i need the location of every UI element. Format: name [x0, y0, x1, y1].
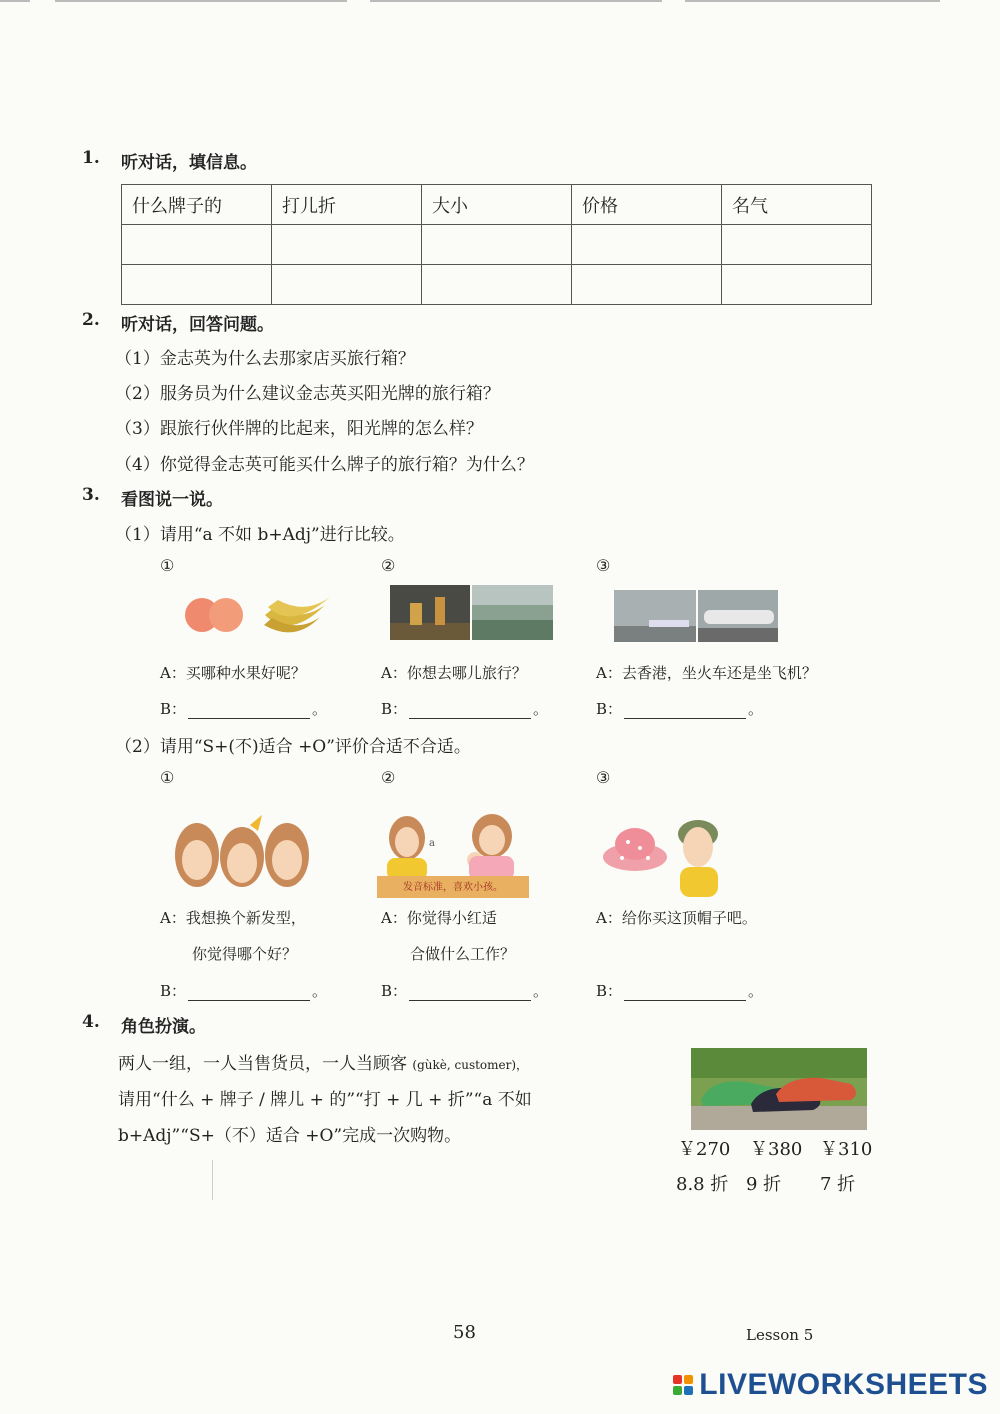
q2-item: （2）服务员为什么建议金志英买阳光牌的旅行箱？ — [115, 384, 500, 404]
discount: 9 折 — [746, 1174, 782, 1195]
period: 。 — [312, 982, 328, 1000]
q1-title: 听对话，填信息。 — [121, 153, 257, 173]
q2-item: （1）金志英为什么去那家店买旅行箱？ — [115, 349, 415, 369]
travel-image — [390, 585, 553, 640]
sign-text: 发音标准，喜欢小孩。 — [403, 882, 503, 893]
dialog-b: B： — [596, 982, 623, 1000]
q4-title: 角色扮演。 — [121, 1017, 206, 1037]
shoes-image — [691, 1048, 867, 1130]
q3-part1-instruction: （1）请用“a 不如 b+Adj”进行比较。 — [115, 525, 405, 545]
q2-item: （3）跟旅行伙伴牌的比起来，阳光牌的怎么样？ — [115, 419, 483, 439]
item-number: ③ — [596, 556, 611, 575]
discount: 7 折 — [820, 1174, 856, 1195]
fruit-image — [180, 585, 340, 640]
answer-blank[interactable] — [624, 984, 746, 1001]
q2-title: 听对话，回答问题。 — [121, 315, 274, 335]
q3-part2-instruction: （2）请用“S+(不)适合 +O”评价合适不合适。 — [115, 737, 471, 757]
item-number: ① — [160, 768, 175, 787]
lesson-label: Lesson 5 — [746, 1326, 814, 1344]
brand-text: LIVEWORKSHEETS — [699, 1368, 988, 1401]
dialog-a: A：买哪种水果好呢？ — [160, 664, 306, 682]
period: 。 — [533, 700, 549, 718]
table-cell[interactable] — [272, 265, 422, 305]
dialog-b: B： — [160, 700, 187, 718]
table-cell[interactable] — [122, 225, 272, 265]
page-number: 58 — [453, 1322, 476, 1343]
period: 。 — [748, 982, 764, 1000]
item-number: ① — [160, 556, 175, 575]
answer-blank[interactable] — [624, 702, 746, 719]
hairstyles-illustration — [172, 815, 312, 895]
q1-table — [121, 184, 872, 305]
header-size: 大小 — [422, 185, 572, 225]
answer-blank[interactable] — [188, 984, 310, 1001]
q1-number: 1. — [82, 148, 100, 168]
header-fame: 名气 — [722, 185, 872, 225]
dialog-a: A：你想去哪儿旅行？ — [381, 664, 527, 682]
q4-gloss: (gùkè, customer)， — [412, 1058, 529, 1072]
table-cell[interactable] — [722, 225, 872, 265]
q4-line: b+Adj”“S+（不）适合 +O”完成一次购物。 — [118, 1126, 462, 1146]
header-price: 价格 — [572, 185, 722, 225]
q4-number: 4. — [82, 1012, 100, 1032]
dialog-a: A：你觉得小红适 — [381, 909, 497, 927]
item-number: ② — [381, 768, 396, 787]
hat-illustration — [600, 812, 725, 897]
dialog-b: B： — [381, 700, 408, 718]
dialog-b: B： — [381, 982, 408, 1000]
brand-icon — [673, 1375, 693, 1395]
item-number: ③ — [596, 768, 611, 787]
price: ￥310 — [820, 1139, 873, 1160]
liveworksheets-logo — [673, 1368, 988, 1402]
price: ￥380 — [750, 1139, 803, 1160]
q2-item: （4）你觉得金志英可能买什么牌子的旅行箱？为什么？ — [115, 455, 534, 475]
header-brand: 什么牌子的 — [122, 185, 272, 225]
discount: 8.8 折 — [676, 1174, 729, 1195]
dialog-a: A：给你买这顶帽子吧。 — [596, 909, 757, 927]
item-number: ② — [381, 556, 396, 575]
period: 。 — [748, 700, 764, 718]
table-cell[interactable] — [722, 265, 872, 305]
table-cell[interactable] — [122, 265, 272, 305]
q3-number: 3. — [82, 485, 100, 505]
table-cell[interactable] — [422, 225, 572, 265]
answer-blank[interactable] — [409, 984, 531, 1001]
svg-text:a: a — [429, 838, 435, 849]
q3-title: 看图说一说。 — [121, 490, 223, 510]
table-cell[interactable] — [422, 265, 572, 305]
dialog-b: B： — [160, 982, 187, 1000]
q2-number: 2. — [82, 310, 100, 330]
table-cell[interactable] — [272, 225, 422, 265]
answer-blank[interactable] — [188, 702, 310, 719]
transport-image — [614, 590, 778, 642]
dialog-a: A：去香港，坐火车还是坐飞机？ — [596, 664, 817, 682]
price: ￥270 — [678, 1139, 731, 1160]
dialog-a-cont: 你觉得哪个好？ — [192, 945, 298, 963]
dialog-a-cont: 合做什么工作？ — [410, 945, 516, 963]
period: 。 — [312, 700, 328, 718]
dialog-a: A：我想换个新发型， — [160, 909, 306, 927]
header-discount: 打儿折 — [272, 185, 422, 225]
table-cell[interactable] — [572, 265, 722, 305]
q4-line: 请用“什么 + 牌子 / 牌儿 + 的”“打 + 几 + 折”“a 不如 — [118, 1090, 532, 1110]
answer-blank[interactable] — [409, 702, 531, 719]
dialog-b: B： — [596, 700, 623, 718]
q4-line: 两人一组，一人当售货员，一人当顾客 — [118, 1054, 407, 1074]
table-cell[interactable] — [572, 225, 722, 265]
period: 。 — [533, 982, 549, 1000]
